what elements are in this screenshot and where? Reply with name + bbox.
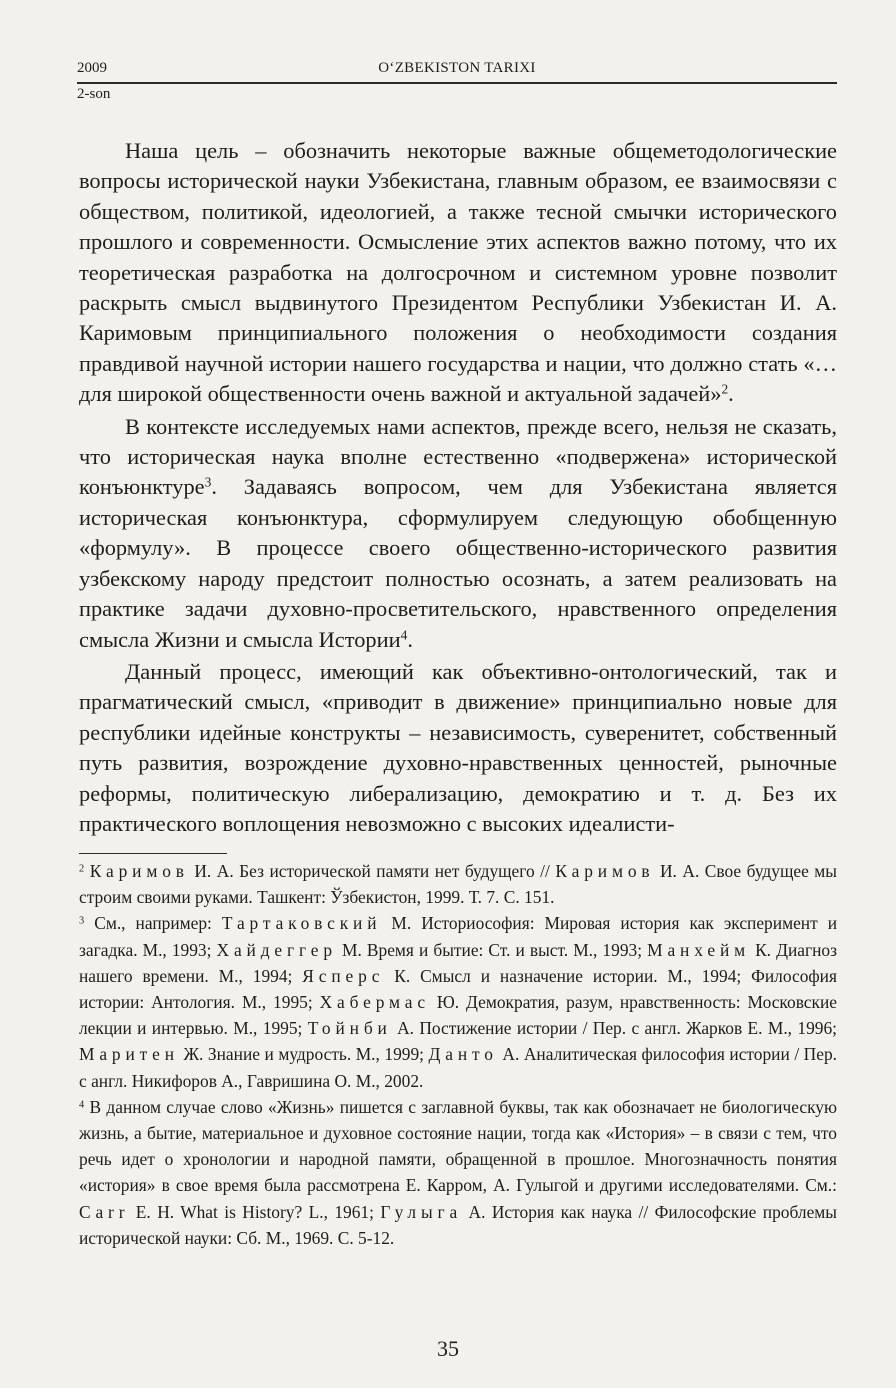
paragraph-2-text-b: . Задаваясь вопросом, чем для Узбекистана является историческая конъюнктура, сформулируем следующую обобщенную «формулу». В процессе своего общественно-исторического развития узбекскому народу предстоит полностью осознать, а затем реализовать на практике задачи духовно-просветительского, нравственного определения смысла Жизни и смысла Истории (79, 474, 837, 652)
footnote-3-author-4: Ясперс (302, 965, 385, 986)
paragraph-2-text-a: В контексте исследуемых нами аспектов, прежде всего, нельзя не сказать, что историческая наука вполне естественно «подвержена» исторической конъюнктуре (79, 413, 837, 500)
footnote-4-text-0: В данном случае слово «Жизнь» пишется с заглавной буквы, так как обозначает не биологическую жизнь, а бытие, материальное и духовное состояние нации, тогда как «История» – в связи с тем, что речь идет о хронологии и народной памяти, обращенной в прошлое. Многозначность понятия «история» в свое время была рассмотрена Е. Карром, А. Гулыгой и другими исследователями. См.: (79, 1096, 837, 1196)
footnote-2 (79, 858, 837, 910)
footnote-3-number: 3 (79, 915, 85, 927)
footnote-3-author-1: Тартаковский (221, 913, 382, 934)
paragraph-3-text: Данный процесс, имеющий как объективно-онтологический, так и прагматический смысл, «приводит в движение» принципиально новые для республики идейные конструкты – независимость, суверенитет, собственный путь развития, возрождение духовно-нравственных ценностей, рыночные реформы, политическую либерализацию, демократию и т. д. Без их практического воплощения невозможно с высоких идеалисти- (79, 658, 837, 836)
footnote-3-text-2: М. Время и бытие: Ст. и выст. М., 1993; (336, 939, 648, 960)
paragraph-2 (79, 412, 837, 655)
footnote-3-author-2: Хайдеггер (216, 939, 337, 960)
footnote-ref-3: 3 (204, 475, 212, 491)
footnote-3-author-3: Манхейм (647, 939, 750, 960)
footnote-3-author-6: Тойнби (307, 1018, 392, 1039)
footnote-4 (79, 1094, 837, 1251)
page-number: 35 (437, 1336, 459, 1361)
footnote-3 (79, 910, 837, 1093)
paragraph-1 (79, 136, 837, 410)
footnote-2-text-2: И. А. Свое будущее мы строим своими руками. Ташкент: Ўзбекистон, 1999. Т. 7. С. 151. (79, 861, 837, 908)
paragraph-3 (79, 657, 837, 839)
header-issue: 2-son (77, 86, 111, 102)
footnote-separator (79, 853, 227, 854)
footnote-3-text-3: К. Диагноз нашего времени. М., 1994; (79, 939, 837, 986)
footnote-4-author-2: Гулыга (380, 1201, 463, 1222)
article-body (79, 136, 837, 839)
paragraph-1-text: Наша цель – обозначить некоторые важные общеметодологические вопросы исторической науки Узбекистана, главным образом, ее взаимосвязи с обществом, политикой, идеологией, а также тесной смычки исторического прошлого и современности. Осмысление этих аспектов важно потому, что их теоретическая разработка на долгосрочном и системном уровне позволит раскрыть смысл выдвинутого Президентом Республики Узбекистан И. А. Каримовым принципиального положения о необходимости создания правдивой научной истории нашего государства и нации, что должно стать «…для широкой общественности очень важной и актуальной задачей» (79, 138, 837, 407)
running-header (77, 58, 837, 84)
paragraph-2-end: . (407, 626, 413, 652)
footnote-4-text-2: А. История как наука // Философские проблемы исторической науки: Сб. М., 1969. С. 5-12. (79, 1201, 837, 1248)
footnote-4-number: 4 (79, 1099, 85, 1111)
footnote-3-text-5: Ю. Демократия, разум, нравственность: Московские лекции и интервью. М., 1995; (79, 992, 837, 1039)
footnotes (79, 858, 837, 1251)
header-journal-title: O‘ZBEKISTON TARIXI (378, 60, 536, 76)
footnote-3-author-8: Данто (428, 1044, 498, 1065)
footnote-3-text-1: М. Историософия: Мировая история как эксперимент и загадка. М., 1993; (79, 913, 838, 960)
footnote-ref-4: 4 (400, 627, 408, 643)
footnote-4-author-1: Carr (79, 1201, 130, 1222)
footnote-2-number: 2 (79, 863, 85, 875)
paragraph-1-end: . (728, 381, 734, 407)
footnote-3-text-4: К. Смысл и назначение истории. М., 1994; Философия истории: Антология. М., 1995; (79, 965, 837, 1013)
footnote-4-text-1: E. H. What is History? L., 1961; (129, 1201, 381, 1222)
footnote-3-text-6: А. Постижение истории / Пер. с англ. Жарков Е. М., 1996; (391, 1018, 837, 1039)
footnote-3-text-0: См., например: (84, 913, 222, 934)
footnote-3-text-8: А. Аналитическая философия истории / Пер. с англ. Никифоров А., Гавришина О. М., 2002. (79, 1044, 837, 1091)
footnote-2-author-1: Каримов (89, 861, 189, 881)
footnote-2-author-2: Каримов (555, 861, 655, 881)
footnote-3-author-7: Маритен (79, 1044, 179, 1065)
footnote-3-text-7: Ж. Знание и мудрость. М., 1999; (178, 1044, 429, 1065)
header-year: 2009 (77, 60, 107, 76)
footnote-ref-2: 2 (721, 381, 729, 397)
footnote-2-text-1: И. А. Без исторической памяти нет будущего // (188, 861, 556, 881)
footnote-3-author-5: Хабермас (319, 992, 430, 1013)
